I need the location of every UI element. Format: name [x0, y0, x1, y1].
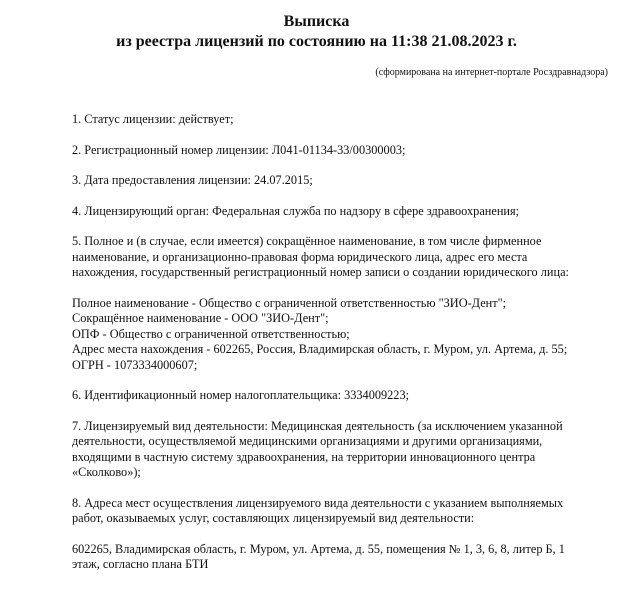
field-addresses-intro: 8. Адреса мест осуществления лицензируемого вида деятельности с указанием выполняемых работ, оказываемых услуг, составляющих лицензируемый вид деятельности:	[72, 495, 564, 525]
field-licensed-activity: 7. Лицензируемый вид деятельности: Медицинская деятельность (за исключением указанной деятельности, осуществляемой медицинскими организациями и другими организациями, входящими в частную систему здравоохранения, на территории инновационного центра «Сколково»);	[72, 418, 563, 479]
document-title-line1: Выписка	[283, 13, 350, 30]
document-body	[72, 112, 577, 573]
org-short-name: Сокращённое наименование - ООО "ЗИО-Дент";	[72, 311, 329, 325]
document-title	[0, 0, 633, 51]
document-formed-note: (сформирована на интернет-портале Росздравнадзора)	[375, 67, 608, 78]
field-grant-date: 3. Дата предоставления лицензии: 24.07.2015;	[72, 173, 313, 187]
organization-details	[72, 296, 577, 374]
field-licensing-authority: 4. Лицензирующий орган: Федеральная служба по надзору в сфере здравоохранения;	[72, 203, 520, 218]
document-title-line2: из реестра лицензий по состоянию на 11:38 21.08.2023 г.	[116, 32, 517, 50]
field-license-status: 1. Статус лицензии: действует;	[72, 112, 234, 126]
field-names-intro: 5. Полное и (в случае, если имеется) сокращённое наименование, в том числе фирменное наименование, и организационно-правовая форма юридического лица, адрес его места нахождения, государственный регистрационный номер записи о создании юридического лица:	[72, 234, 569, 279]
field-inn: 6. Идентификационный номер налогоплательщика: 3334009223;	[72, 388, 410, 402]
org-legal-form: ОПФ - Общество с ограниченной ответственностью;	[72, 326, 350, 341]
org-full-name: Полное наименование - Общество с ограниченной ответственностью "ЗИО-Дент";	[72, 295, 507, 310]
field-registration-number: 2. Регистрационный номер лицензии: Л041-01134-33/00300003;	[72, 142, 406, 157]
field-activity-address: 602265, Владимирская область, г. Муром, ул. Артема, д. 55, помещения № 1, 3, 6, 8, литер Б, 1 этаж, согласно плана БТИ	[72, 541, 565, 571]
org-ogrn: ОГРН - 1073334000607;	[72, 357, 198, 372]
org-address: Адрес места нахождения - 602265, Россия, Владимирская область, г. Муром, ул. Артема, д. 55;	[72, 342, 568, 356]
